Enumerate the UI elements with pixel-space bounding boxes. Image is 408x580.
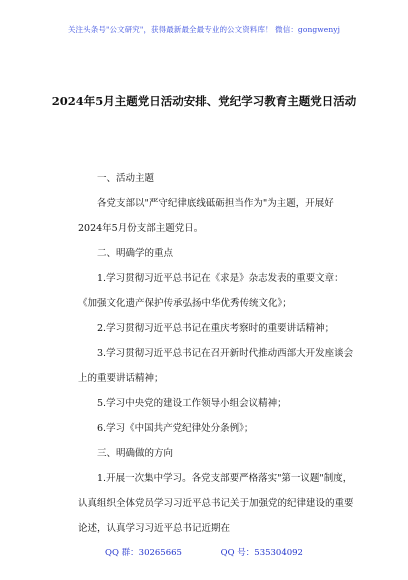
footer-qq-group: QQ 群：30265665 — [105, 548, 182, 558]
paragraph: 5.学习中央党的建设工作领导小组会议精神； — [97, 398, 287, 409]
footer-qq-number: QQ 号：535304092 — [220, 548, 303, 558]
paragraph: 各党支部以"严守纪律底线砥砺担当作为"为主题，开展好2024年5月份支部主题党日。 — [78, 198, 334, 234]
section-heading: 三、明确做的方向 — [97, 448, 174, 459]
section-heading: 二、明确学的重点 — [97, 248, 174, 259]
document-body — [78, 166, 354, 541]
document-title: 2024年5月主题党日活动安排、党纪学习教育主题党日活动 — [51, 94, 357, 108]
paragraph: 3.学习贯彻习近平总书记在召开新时代推动西部大开发座谈会上的重要讲话精神； — [78, 348, 354, 384]
footer-contacts — [0, 546, 408, 558]
paragraph: 2.学习贯彻习近平总书记在重庆考察时的重要讲话精神； — [97, 323, 335, 334]
paragraph: 1.开展一次集中学习。各党支部要严格落实"第一议题"制度，认真组织全体党员学习习近平总书记关于加强党的纪律建设的重要论述，认真学习习近平总书记近期在 — [78, 473, 354, 534]
header-note: 关注头条号"公文研究"，获得最新最全最专业的公文资料库！ 微信：gongwenyj — [67, 25, 341, 34]
section-heading: 一、活动主题 — [97, 173, 155, 184]
paragraph: 6.学习《中国共产党纪律处分条例》； — [97, 423, 254, 434]
paragraph: 1.学习贯彻习近平总书记在《求是》杂志发表的重要文章：《加强文化遗产保护传承弘扬中华优秀传统文化》； — [78, 273, 344, 309]
